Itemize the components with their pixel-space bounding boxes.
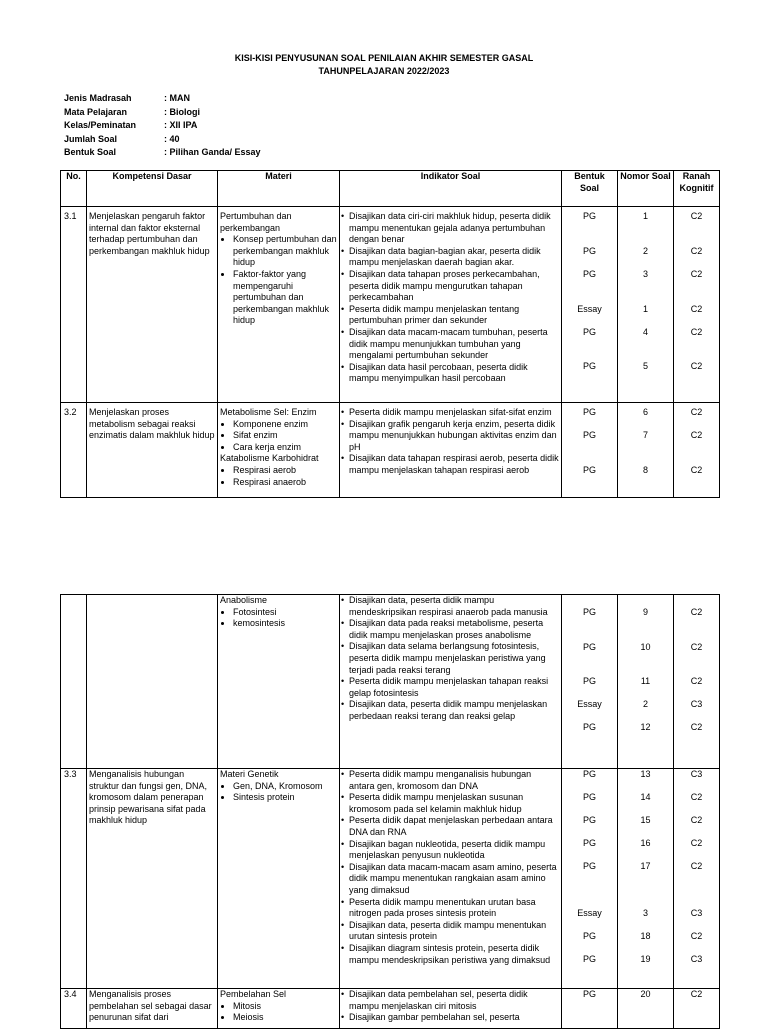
cell-no: 3.4 — [61, 989, 87, 1029]
meta-value: : XII IPA — [164, 120, 198, 130]
nomor-value: 3 — [642, 908, 648, 918]
ranah-value: C2 — [690, 327, 703, 337]
cell-bentuk-soal — [562, 207, 618, 403]
cell-values — [564, 769, 615, 987]
cell-kompetensi-dasar: Menganalisis proses pembelahan sel sebagai dasar penurunan sifat dari — [87, 989, 218, 1029]
materi-list — [220, 781, 337, 804]
nomor-value: 17 — [640, 861, 651, 871]
meta-value: : 40 — [164, 133, 180, 144]
indikator-item: • Disajikan data tahapan respirasi aerob, peserta didik mampu menjelaskan tahapan respirasi aerob — [342, 453, 559, 476]
ranah-value: C2 — [690, 407, 703, 417]
indikator-item: • Peserta didik mampu menjelaskan tentang pertumbuhan primer dan sekunder — [342, 304, 559, 327]
ranah-value: C3 — [690, 699, 703, 709]
table-row — [61, 207, 720, 403]
materi-item: • Respirasi anaerob — [233, 477, 337, 489]
materi-list — [220, 465, 337, 488]
bentuk-value: PG — [582, 407, 596, 417]
cell-ranah-kognitif — [674, 989, 720, 1029]
bentuk-value: PG — [582, 642, 596, 652]
bentuk-value: PG — [582, 465, 596, 475]
indikator-item: • Disajikan data ciri-ciri makhluk hidup, peserta didik mampu menentukan gejala adanya pertumbuhan dengan benar — [342, 211, 559, 246]
indikator-item: • Disajikan grafik pengaruh kerja enzim, peserta didik mampu menunjukkan hubungan aktivitas enzim dan pH — [342, 419, 559, 454]
meta-key: Bentuk Soal — [64, 147, 117, 157]
cell-kompetensi-dasar: Menjelaskan pengaruh faktor internal dan faktor eksternal terhadap pertumbuhan dan perkembangan makhluk hidup — [87, 207, 218, 403]
indikator-item: • Disajikan data, peserta didik mampu mendeskripsikan respirasi anaerob pada manusia — [342, 595, 559, 618]
ranah-value: C2 — [690, 931, 703, 941]
bentuk-value: Essay — [577, 304, 602, 314]
nomor-value: 1 — [642, 304, 648, 314]
cell-no — [61, 595, 87, 769]
indikator-item: • Disajikan data, peserta didik mampu menentukan urutan sintesis protein — [342, 920, 559, 943]
cell-kompetensi-dasar — [87, 595, 218, 769]
materi-item: • Komponene enzim — [233, 419, 337, 431]
indikator-item: • Disajikan data, peserta didik mampu menjelaskan perbedaan reaksi terang dan reaksi gelap — [342, 699, 559, 722]
ranah-value: C2 — [690, 676, 703, 686]
cell-values — [676, 211, 717, 401]
ranah-value: C2 — [690, 211, 703, 221]
kisi-kisi-table-part2 — [60, 594, 720, 1029]
nomor-value: 7 — [642, 430, 648, 440]
meta-value: : MAN — [164, 93, 190, 103]
cell-indikator-soal — [340, 989, 562, 1029]
cell-nomor-soal — [618, 769, 674, 989]
cell-bentuk-soal — [562, 989, 618, 1029]
meta-row — [64, 147, 261, 161]
materi-item: • Faktor-faktor yang mempengaruhi pertumbuhan dan perkembangan makhluk hidup — [233, 269, 337, 327]
nomor-value: 20 — [640, 989, 651, 999]
indikator-item: • Disajikan bagan nukleotida, peserta didik mampu menjelaskan penyusun nukleotida — [342, 839, 559, 862]
ranah-value: C3 — [690, 954, 703, 964]
cell-ranah-kognitif — [674, 769, 720, 989]
cell-indikator-soal — [340, 207, 562, 403]
bentuk-value: PG — [582, 931, 596, 941]
materi-item: • kemosintesis — [233, 618, 337, 630]
indikator-item: • Disajikan diagram sintesis protein, peserta didik mampu mendeskripsikan peristiwa yang dimaksud — [342, 943, 559, 966]
bentuk-value: PG — [582, 676, 596, 686]
cell-nomor-soal — [618, 403, 674, 498]
materi-subheading: Katabolisme Karbohidrat — [220, 453, 319, 464]
bentuk-value: PG — [582, 861, 596, 871]
ranah-value: C3 — [690, 769, 703, 779]
cell-values — [564, 407, 615, 496]
cell-kompetensi-dasar: Menganalisis hubungan struktur dan fungsi gen, DNA, kromosom dalam penerapan prinsip pewarisana sifat pada makhluk hidup — [87, 769, 218, 989]
materi-item: • Fotosintesi — [233, 607, 337, 619]
bentuk-value: Essay — [577, 699, 602, 709]
header-bentuk-soal: Bentuk Soal — [562, 171, 618, 207]
cell-values — [676, 407, 717, 496]
materi-list — [220, 419, 337, 454]
bentuk-value: PG — [582, 211, 596, 221]
nomor-value: 6 — [642, 407, 648, 417]
cell-values — [676, 595, 717, 767]
ranah-value: C2 — [690, 246, 703, 256]
table-row — [61, 769, 720, 989]
indikator-item: • Disajikan data tahapan proses perkecambahan, peserta didik mampu mengurutkan tahapan perkecambahan — [342, 269, 559, 304]
nomor-value: 2 — [642, 699, 648, 709]
ranah-value: C2 — [690, 607, 703, 617]
meta-key: Kelas/Peminatan — [64, 120, 137, 130]
cell-indikator-soal — [340, 403, 562, 498]
meta-row — [64, 134, 261, 148]
cell-bentuk-soal — [562, 403, 618, 498]
indikator-item: • Disajikan data pada reaksi metabolisme, peserta didik mampu menjelaskan proses anabolisme — [342, 618, 559, 641]
materi-item: • Sintesis protein — [233, 792, 337, 804]
cell-no: 3.3 — [61, 769, 87, 989]
ranah-value: C2 — [690, 815, 703, 825]
bentuk-value: PG — [582, 361, 596, 371]
header-indikator-soal: Indikator Soal — [340, 171, 562, 207]
meta-key: Mata Pelajaran — [64, 106, 128, 117]
meta-row — [64, 93, 261, 107]
nomor-value: 19 — [640, 954, 651, 964]
table-row — [61, 595, 720, 769]
meta-row — [64, 107, 261, 121]
document-title-line2: TAHUNPELAJARAN 2022/2023 — [318, 66, 450, 76]
nomor-value: 10 — [640, 642, 651, 652]
header-materi: Materi — [218, 171, 340, 207]
bentuk-value: PG — [582, 954, 596, 964]
cell-ranah-kognitif — [674, 207, 720, 403]
header-no: No. — [61, 171, 87, 207]
cell-materi — [218, 989, 340, 1029]
indikator-item: • Peserta didik mampu menjelaskan susunan kromosom pada sel kelamin makhluk hidup — [342, 792, 559, 815]
materi-heading: Anabolisme — [220, 595, 268, 605]
nomor-value: 12 — [640, 722, 651, 732]
header-kompetensi-dasar: Kompetensi Dasar — [87, 171, 218, 207]
materi-item: • Meiosis — [233, 1012, 337, 1024]
nomor-value: 15 — [640, 815, 651, 825]
ranah-value: C2 — [690, 269, 703, 279]
bentuk-value: PG — [582, 989, 596, 999]
meta-row — [64, 120, 261, 134]
bentuk-value: PG — [582, 430, 596, 440]
materi-item: • Cara kerja enzim — [233, 442, 337, 454]
indikator-item: • Disajikan data pembelahan sel, peserta didik mampu menjelaskan ciri mitosis — [342, 989, 559, 1012]
ranah-value: C2 — [690, 792, 703, 802]
bentuk-value: PG — [582, 327, 596, 337]
cell-materi — [218, 207, 340, 403]
materi-list — [220, 1001, 337, 1024]
cell-values — [676, 989, 717, 1027]
cell-kompetensi-dasar: Menjelaskan proses metabolism sebagai reaksi enzimatis dalam makhluk hidup — [87, 403, 218, 498]
nomor-value: 11 — [640, 676, 651, 686]
table-header-row — [61, 171, 720, 207]
materi-item: • Konsep pertumbuhan dan perkembangan makhluk hidup — [233, 234, 337, 269]
cell-nomor-soal — [618, 207, 674, 403]
bentuk-value: PG — [582, 769, 596, 779]
kisi-kisi-table-part1 — [60, 170, 720, 498]
nomor-value: 5 — [642, 361, 648, 371]
table-row — [61, 403, 720, 498]
document-title-line1: KISI-KISI PENYUSUNAN SOAL PENILAIAN AKHIR SEMESTER GASAL — [234, 53, 534, 63]
materi-heading: Pembelahan Sel — [220, 989, 287, 999]
bentuk-value: PG — [582, 838, 596, 848]
cell-values — [620, 989, 671, 1027]
cell-bentuk-soal — [562, 769, 618, 989]
cell-ranah-kognitif — [674, 403, 720, 498]
cell-values — [620, 211, 671, 401]
indikator-item: • Disajikan data macam-macam asam amino, peserta didik mampu menentukan rangkaian asam amino yang dimaksud — [342, 862, 559, 897]
materi-item: • Respirasi aerob — [233, 465, 337, 477]
indikator-item: • Disajikan data hasil percobaan, peserta didik mampu menyimpulkan hasil percobaan — [342, 362, 559, 385]
meta-key: Jumlah Soal — [64, 133, 118, 144]
nomor-value: 16 — [640, 838, 651, 848]
indikator-item: • Peserta didik dapat menjelaskan perbedaan antara DNA dan RNA — [342, 815, 559, 838]
cell-indikator-soal — [340, 769, 562, 989]
materi-item: • Mitosis — [233, 1001, 337, 1013]
cell-bentuk-soal — [562, 595, 618, 769]
bentuk-value: PG — [582, 269, 596, 279]
ranah-value: C2 — [690, 304, 703, 314]
indikator-item: • Peserta didik mampu menjelaskan sifat-sifat enzim — [342, 407, 559, 419]
ranah-value: C3 — [690, 908, 703, 918]
ranah-value: C2 — [690, 861, 703, 871]
bentuk-value: PG — [582, 607, 596, 617]
table-row — [61, 989, 720, 1029]
cell-values — [620, 769, 671, 987]
indikator-item: • Peserta didik mampu menganalisis hubungan antara gen, kromosom dan DNA — [342, 769, 559, 792]
ranah-value: C2 — [690, 361, 703, 371]
nomor-value: 9 — [642, 607, 648, 617]
indikator-item: • Disajikan gambar pembelahan sel, peserta — [342, 1012, 559, 1024]
nomor-value: 2 — [642, 246, 648, 256]
cell-values — [564, 989, 615, 1027]
cell-values — [620, 407, 671, 496]
cell-indikator-soal — [340, 595, 562, 769]
header-nomor-soal: Nomor Soal — [618, 171, 674, 207]
indikator-item: • Disajikan data selama berlangsung fotosintesis, peserta didik mampu menjelaskan peristiwa yang terjadi pada reaksi terang — [342, 641, 559, 676]
nomor-value: 13 — [640, 769, 651, 779]
materi-heading: Pertumbuhan dan perkembangan — [220, 211, 292, 233]
bentuk-value: PG — [582, 815, 596, 825]
bentuk-value: Essay — [577, 908, 602, 918]
ranah-value: C2 — [690, 722, 703, 732]
meta-value: : Biologi — [164, 106, 200, 117]
cell-nomor-soal — [618, 989, 674, 1029]
indikator-item: • Peserta didik mampu menjelaskan tahapan reaksi gelap fotosintesis — [342, 676, 559, 699]
cell-values — [564, 211, 615, 401]
materi-heading: Metabolisme Sel: Enzim — [220, 407, 317, 417]
materi-heading: Materi Genetik — [220, 769, 279, 779]
meta-key: Jenis Madrasah — [64, 93, 132, 103]
ranah-value: C2 — [690, 642, 703, 652]
nomor-value: 4 — [642, 327, 648, 337]
nomor-value: 18 — [640, 931, 651, 941]
cell-values — [676, 769, 717, 987]
ranah-value: C2 — [690, 989, 703, 999]
materi-list — [220, 607, 337, 630]
ranah-value: C2 — [690, 838, 703, 848]
document-meta — [64, 93, 261, 161]
indikator-item: • Disajikan data bagian-bagian akar, peserta didik mampu menjelaskan daerah bagian akar. — [342, 246, 559, 269]
bentuk-value: PG — [582, 246, 596, 256]
ranah-value: C2 — [690, 430, 703, 440]
nomor-value: 1 — [642, 211, 648, 221]
ranah-value: C2 — [690, 465, 703, 475]
nomor-value: 3 — [642, 269, 648, 279]
nomor-value: 8 — [642, 465, 648, 475]
cell-values — [564, 595, 615, 767]
cell-materi — [218, 595, 340, 769]
meta-value: : Pilihan Ganda/ Essay — [164, 147, 261, 157]
cell-no: 3.1 — [61, 207, 87, 403]
cell-ranah-kognitif — [674, 595, 720, 769]
cell-values — [620, 595, 671, 767]
bentuk-value: PG — [582, 722, 596, 732]
cell-materi — [218, 403, 340, 498]
materi-list — [220, 234, 337, 327]
nomor-value: 14 — [640, 792, 651, 802]
cell-materi — [218, 769, 340, 989]
indikator-item: • Peserta didik mampu menentukan urutan basa nitrogen pada proses sintesis protein — [342, 897, 559, 920]
cell-no: 3.2 — [61, 403, 87, 498]
materi-item: • Gen, DNA, Kromosom — [233, 781, 337, 793]
bentuk-value: PG — [582, 792, 596, 802]
materi-item: • Sifat enzim — [233, 430, 337, 442]
header-ranah-kognitif: Ranah Kognitif — [674, 171, 720, 207]
indikator-item: • Disajikan data macam-macam tumbuhan, peserta didik mampu menunjukkan tumbuhan yang mengalami pertumbuhan sekunder — [342, 327, 559, 362]
cell-nomor-soal — [618, 595, 674, 769]
